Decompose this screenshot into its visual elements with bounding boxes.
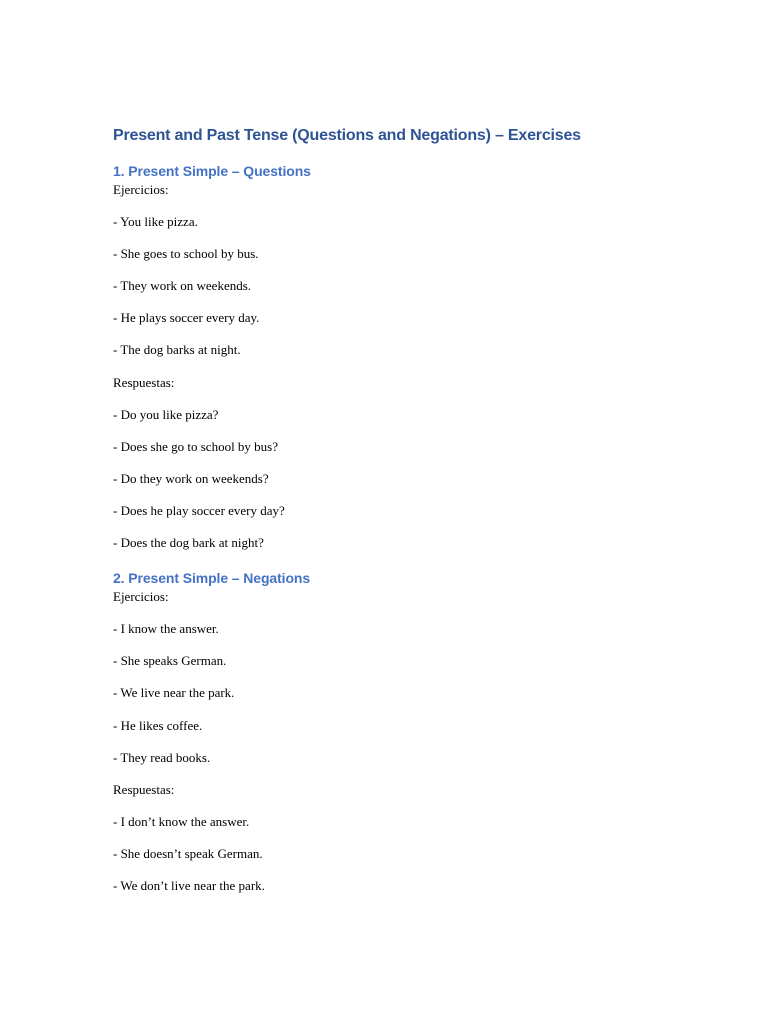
answer-item: - I don’t know the answer. bbox=[113, 813, 250, 829]
answer-list bbox=[113, 407, 673, 567]
exercise-item: - He plays soccer every day. bbox=[113, 310, 260, 326]
exercises-label: Ejercicios: bbox=[113, 182, 169, 197]
document-page bbox=[113, 124, 673, 910]
section-heading: 1. Present Simple – Questions bbox=[113, 163, 311, 179]
answer-item: - Does he play soccer every day? bbox=[113, 502, 285, 518]
answer-item: - She doesn’t speak German. bbox=[113, 845, 263, 861]
section-present-simple-questions bbox=[113, 160, 673, 567]
answer-list bbox=[113, 814, 673, 910]
exercise-item: - She speaks German. bbox=[113, 653, 227, 669]
exercise-item: - The dog barks at night. bbox=[113, 342, 241, 358]
exercise-item: - He likes coffee. bbox=[113, 717, 203, 733]
exercise-item: - They work on weekends. bbox=[113, 278, 252, 294]
answers-label: Respuestas: bbox=[113, 781, 175, 797]
exercise-list bbox=[113, 621, 673, 781]
exercise-item: - I know the answer. bbox=[113, 621, 219, 637]
section-heading: 2. Present Simple – Negations bbox=[113, 570, 311, 587]
answer-item: - Does she go to school by bus? bbox=[113, 438, 279, 454]
document-title: Present and Past Tense (Questions and Negations) – Exercises bbox=[113, 127, 581, 144]
answers-label: Respuestas: bbox=[113, 374, 175, 390]
exercises-label: Ejercicios: bbox=[113, 589, 169, 605]
exercise-item: - You like pizza. bbox=[113, 214, 198, 230]
answer-item: - Do you like pizza? bbox=[113, 406, 219, 422]
answer-item: - We don’t live near the park. bbox=[113, 877, 265, 893]
exercise-item: - They read books. bbox=[113, 749, 211, 765]
answer-item: - Does the dog bark at night? bbox=[113, 535, 264, 551]
section-present-simple-negations bbox=[113, 567, 673, 910]
exercise-item: - We live near the park. bbox=[113, 685, 235, 701]
answer-item: - Do they work on weekends? bbox=[113, 470, 269, 486]
exercise-list bbox=[113, 214, 673, 374]
exercise-item: - She goes to school by bus. bbox=[113, 246, 259, 262]
